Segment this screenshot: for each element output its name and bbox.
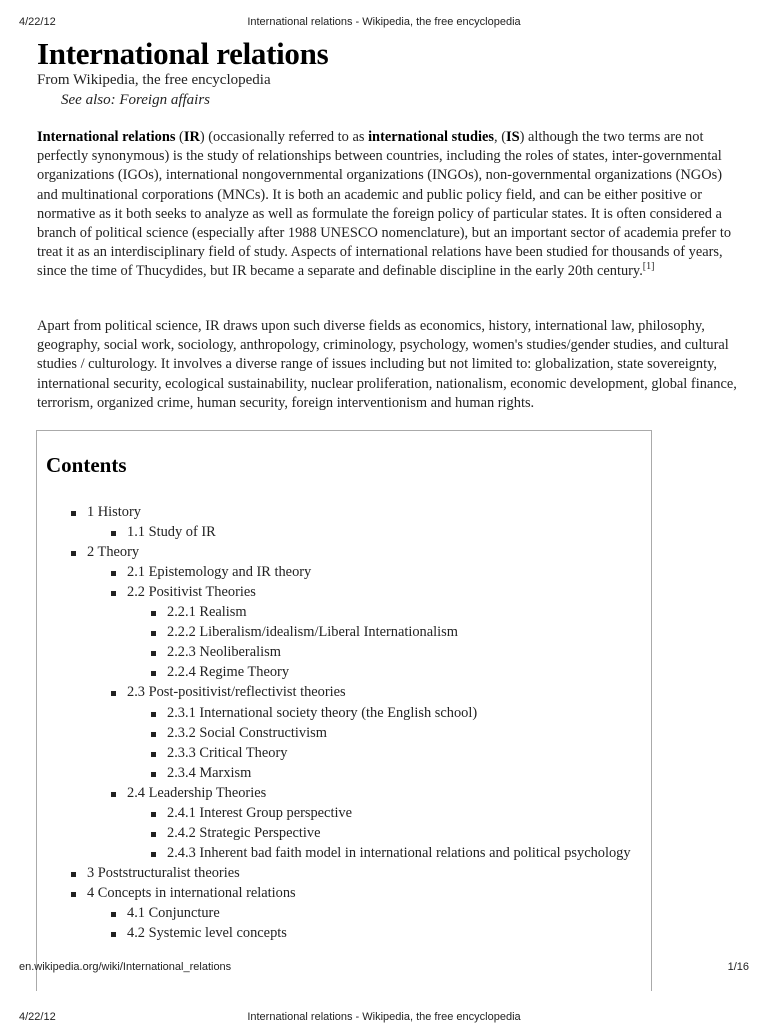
print-title: International relations - Wikipedia, the free encyclopedia: [247, 16, 521, 28]
page-title: International relations: [37, 36, 329, 71]
toc-item[interactable]: 2.2.4 Regime Theory: [167, 664, 290, 680]
toc-item[interactable]: 4.1 Conjuncture: [127, 905, 220, 921]
print-date: 4/22/12: [19, 16, 56, 28]
toc-item[interactable]: 2.2.3 Neoliberalism: [167, 644, 281, 660]
page-url: en.wikipedia.org/wiki/International_relations: [19, 961, 232, 973]
bold-abbr: IR: [183, 129, 200, 145]
toc-item[interactable]: 2.2.1 Realism: [167, 604, 247, 620]
toc-item[interactable]: 3 Poststructuralist theories: [87, 865, 240, 881]
bold-abbr: IS: [506, 129, 520, 145]
toc-item[interactable]: 2.1 Epistemology and IR theory: [127, 564, 312, 580]
toc-item[interactable]: 1 History: [87, 504, 141, 520]
page-subtitle: From Wikipedia, the free encyclopedia: [37, 72, 271, 88]
intro-paragraph-2: Apart from political science, IR draws upon such diverse fields as economics, history, international law, philosophy, geography, social work, sociology, anthropology, criminology, psychology, women's studies/gender studies, and cultural studies / culturology. It involves a diverse range of issues including but not limited to: globalization, state sovereignty, international security, ecological sustainability, nuclear proliferation, nationalism, economic development, global finance, terrorism, organized crime, human security, foreign interventionism and human rights.: [37, 318, 737, 411]
print-title: International relations - Wikipedia, the free encyclopedia: [247, 1011, 521, 1023]
toc-item[interactable]: 2.3.4 Marxism: [167, 765, 252, 781]
bold-term: international studies: [368, 129, 494, 145]
citation-link[interactable]: [1]: [642, 261, 655, 273]
toc-item[interactable]: 2.3.3 Critical Theory: [167, 745, 288, 761]
toc-item[interactable]: 2.3 Post-positivist/reflectivist theories: [127, 684, 346, 700]
toc-title: Contents: [46, 453, 127, 477]
page-number: 1/16: [727, 961, 749, 973]
toc-item[interactable]: 2.3.1 International society theory (the English school): [167, 705, 478, 721]
toc-item[interactable]: 2.4.2 Strategic Perspective: [167, 825, 321, 841]
print-date: 4/22/12: [19, 1011, 56, 1023]
toc-item[interactable]: 2.2 Positivist Theories: [127, 584, 256, 600]
intro-paragraph-1: International relations (IR) (occasionally referred to as international studies, (IS) although the two terms are not perfectly synonymous) is the study of relationships between countries, including the roles of states, inter-governmental organizations (IGOs), international nongovernmental organizations (INGOs), non-governmental organizations (NGOs) and multinational corporations (MNCs). It is both an academic and public policy field, and can be either positive or normative as it both seeks to analyze as well as formulate the foreign policy of particular states. It is often considered a branch of political science (especially after 1988 UNESCO nomenclature), but an important sector of academia prefer to treat it as an interdisciplinary field of study. Aspects of international relations have been studied for thousands of years, since the time of Thucydides, but IR became a separate and definable discipline in the early 20th century.[1]: [37, 129, 732, 280]
toc-item[interactable]: 2.3.2 Social Constructivism: [167, 725, 327, 741]
table-of-contents: [36, 430, 652, 991]
bold-term: International relations: [37, 129, 176, 145]
toc-item[interactable]: 2.4.3 Inherent bad faith model in international relations and political psychology: [167, 845, 631, 861]
toc-item[interactable]: 2 Theory: [87, 544, 140, 560]
toc-item[interactable]: 2.4 Leadership Theories: [127, 785, 267, 801]
toc-item[interactable]: 4.2 Systemic level concepts: [127, 925, 287, 941]
see-also-link[interactable]: See also: Foreign affairs: [61, 92, 211, 108]
toc-item[interactable]: 2.4.1 Interest Group perspective: [167, 805, 353, 821]
toc-item[interactable]: 2.2.2 Liberalism/idealism/Liberal Internationalism: [167, 624, 458, 640]
toc-item[interactable]: 1.1 Study of IR: [127, 524, 216, 540]
toc-item[interactable]: 4 Concepts in international relations: [87, 885, 296, 901]
